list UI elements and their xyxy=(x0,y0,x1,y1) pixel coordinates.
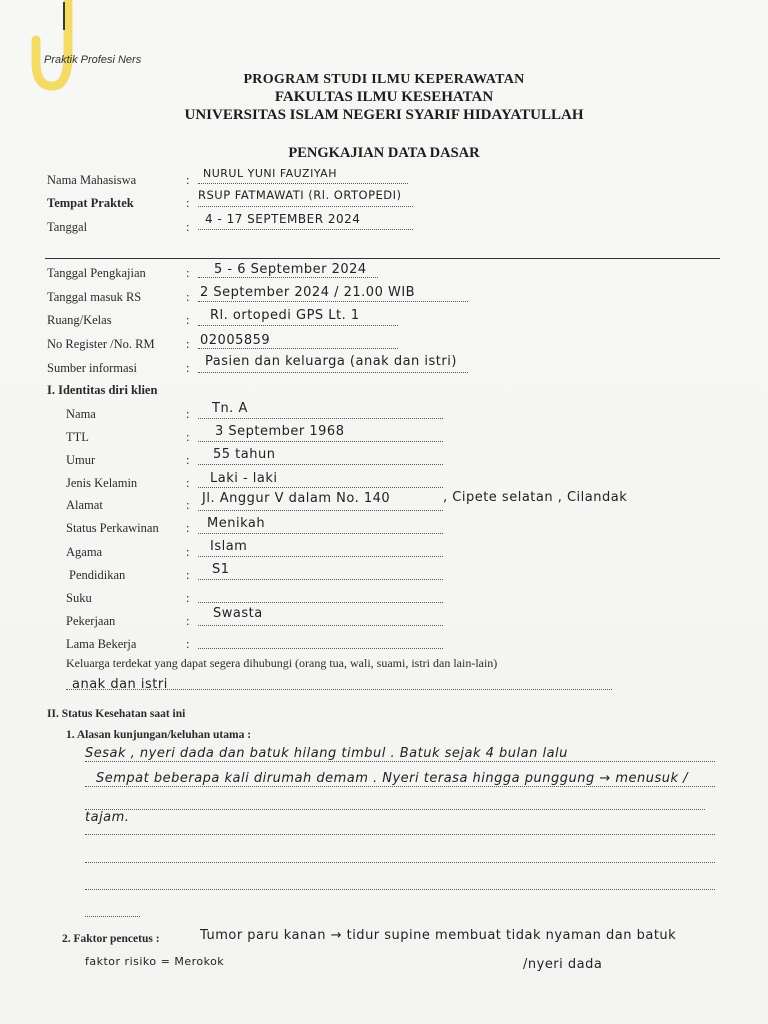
dotted-line xyxy=(198,441,443,442)
birth-label: TTL xyxy=(66,430,89,444)
religion-value: Islam xyxy=(210,539,248,554)
student-name-value: NURUL YUNI FAUZIYAH xyxy=(203,167,337,180)
dotted-line xyxy=(198,277,378,278)
room-value: Rl. ortopedi GPS Lt. 1 xyxy=(210,308,360,323)
dotted-line xyxy=(85,809,705,810)
patient-name-value: Tn. A xyxy=(212,401,248,416)
dotted-line xyxy=(198,510,443,511)
complaint-label: 1. Alasan kunjungan/keluhan utama : xyxy=(66,729,252,741)
age-value: 55 tahun xyxy=(213,447,276,462)
student-name-label: Nama Mahasiswa xyxy=(47,173,137,187)
marital-label: Status Perkawinan xyxy=(66,521,159,535)
birth-value: 3 September 1968 xyxy=(215,424,345,439)
complaint-line-1: Sesak , nyeri dada dan batuk hilang timbul . Batuk sejak 4 bulan lalu xyxy=(85,746,568,761)
dotted-line xyxy=(198,348,398,349)
dotted-line xyxy=(198,464,443,465)
age-label: Umur xyxy=(66,453,96,467)
dotted-line xyxy=(198,325,398,326)
colon: : xyxy=(186,498,190,512)
register-value: 02005859 xyxy=(200,333,271,348)
practice-place-value: RSUP FATMAWATI (Rl. ORTOPEDI) xyxy=(198,188,402,202)
tribe-label: Suku xyxy=(66,591,92,605)
colon: : xyxy=(186,196,190,210)
address-extra: , Cipete selatan , Cilandak xyxy=(443,490,628,505)
job-length-label: Lama Bekerja xyxy=(66,637,137,651)
job-value: Swasta xyxy=(213,606,263,621)
colon: : xyxy=(186,614,190,628)
practice-date-label: Tanggal xyxy=(47,220,88,234)
dotted-line xyxy=(85,834,715,835)
dotted-line xyxy=(198,648,443,649)
colon: : xyxy=(186,290,190,304)
info-source-label: Sumber informasi xyxy=(47,361,137,375)
assessment-date-value: 5 - 6 September 2024 xyxy=(214,262,367,277)
trigger-value: Tumor paru kanan → tidur supine membuat tidak nyaman dan batuk xyxy=(200,928,677,943)
colon: : xyxy=(186,521,190,535)
education-value: S1 xyxy=(212,562,230,577)
complaint-line-2: Sempat beberapa kali dirumah demam . Nyeri terasa hingga punggung → menusuk / xyxy=(96,771,689,786)
colon: : xyxy=(186,220,190,234)
colon: : xyxy=(186,637,190,651)
education-label: Pendidikan xyxy=(69,568,126,582)
identity-section-title: I. Identitas diri klien xyxy=(47,383,158,397)
colon: : xyxy=(186,568,190,582)
dotted-line xyxy=(198,625,443,626)
dotted-line xyxy=(198,533,443,534)
colon: : xyxy=(186,591,190,605)
info-source-value: Pasien dan keluarga (anak dan istri) xyxy=(205,354,457,369)
colon: : xyxy=(186,266,190,280)
dotted-line xyxy=(198,206,413,207)
room-label: Ruang/Kelas xyxy=(47,313,112,327)
dotted-line xyxy=(85,786,715,787)
colon: : xyxy=(186,337,190,351)
colon: : xyxy=(186,476,190,490)
dotted-line xyxy=(198,602,443,603)
corner-note: Praktik Profesi Ners xyxy=(44,54,142,66)
faculty-name: FAKULTAS ILMU KESEHATAN xyxy=(274,89,494,105)
colon: : xyxy=(186,545,190,559)
health-section-title: II. Status Kesehatan saat ini xyxy=(47,708,186,720)
family-contact-label: Keluarga terdekat yang dapat segera dihubungi (orang tua, wali, suami, istri dan lain-lain) xyxy=(66,656,498,670)
dotted-line xyxy=(198,418,443,419)
dotted-line xyxy=(85,916,140,917)
marital-value: Menikah xyxy=(207,516,266,531)
dotted-line xyxy=(198,301,468,302)
dotted-line xyxy=(66,689,612,690)
dotted-line xyxy=(198,372,468,373)
colon: : xyxy=(186,453,190,467)
patient-name-label: Nama xyxy=(66,407,96,421)
assessment-date-label: Tanggal Pengkajian xyxy=(47,266,146,280)
program-name: PROGRAM STUDI ILMU KEPERAWATAN xyxy=(243,72,525,87)
gender-label: Jenis Kelamin xyxy=(66,476,138,490)
address-value: Jl. Anggur V dalam No. 140 xyxy=(202,491,391,506)
gender-value: Laki - laki xyxy=(210,471,278,486)
dotted-line xyxy=(85,862,715,863)
trigger-extra: /nyeri dada xyxy=(523,957,603,972)
colon: : xyxy=(186,407,190,421)
address-label: Alamat xyxy=(66,498,103,512)
colon: : xyxy=(186,313,190,327)
practice-place-label: Tempat Praktek xyxy=(47,196,134,210)
dotted-line xyxy=(85,889,715,890)
dotted-line xyxy=(198,487,443,488)
complaint-line-3: tajam. xyxy=(85,810,130,825)
practice-date-value: 4 - 17 SEPTEMBER 2024 xyxy=(205,212,361,226)
form-title: PENGKAJIAN DATA DASAR xyxy=(288,145,480,161)
university-name: UNIVERSITAS ISLAM NEGERI SYARIF HIDAYATULLAH xyxy=(184,107,584,123)
dotted-line xyxy=(198,579,443,580)
religion-label: Agama xyxy=(66,545,103,559)
risk-factor-value: faktor risiko = Merokok xyxy=(85,955,225,968)
dotted-line xyxy=(198,229,413,230)
colon: : xyxy=(186,430,190,444)
colon: : xyxy=(186,361,190,375)
dotted-line xyxy=(198,556,443,557)
trigger-label: 2. Faktor pencetus : xyxy=(62,933,160,945)
colon: : xyxy=(186,173,190,187)
register-label: No Register /No. RM xyxy=(47,337,155,351)
section-divider xyxy=(45,258,720,259)
job-label: Pekerjaan xyxy=(66,614,116,628)
dotted-line xyxy=(85,761,715,762)
entry-date-label: Tanggal masuk RS xyxy=(47,290,142,304)
dotted-line xyxy=(198,183,408,184)
entry-date-value: 2 September 2024 / 21.00 WIB xyxy=(200,285,416,300)
family-contact-value: anak dan istri xyxy=(72,677,168,692)
